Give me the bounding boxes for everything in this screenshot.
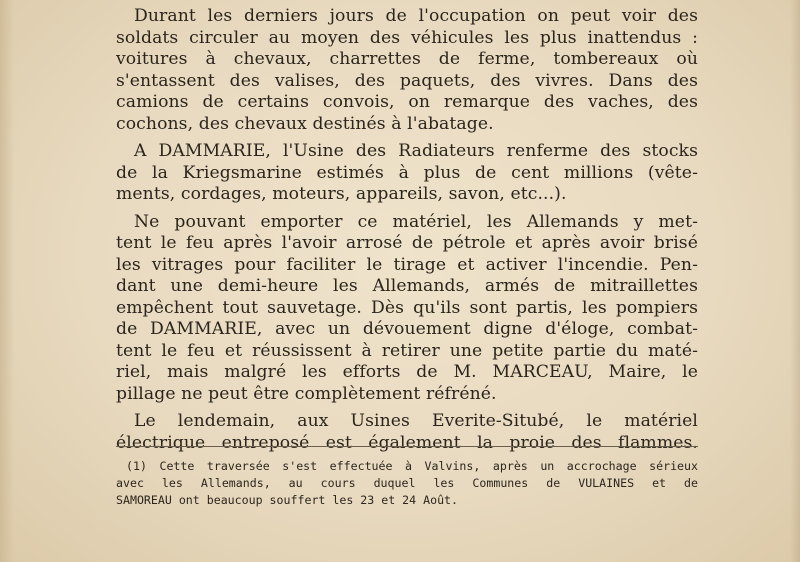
footnote [116,458,698,509]
footnote-line: (1) Cette traversée s'est effectuée à Valvins, après un accrochage sérieux [126,459,698,473]
body-text [116,6,698,460]
text-line: électrique entreposé est également la proie des flammes. [116,432,698,453]
text-line: Durant les derniers jours de l'occupation on peut voir des [134,6,698,26]
text-line: les vitrages pour faciliter le tirage et activer l'incendie. Pen- [116,254,698,275]
text-line: soldats circuler au moyen des véhicules les plus inattendus : [116,27,698,48]
text-line: tent le feu et réussissent à retirer une petite partie du maté- [116,340,698,361]
text-line: tent le feu après l'avoir arrosé de pétrole et après avoir brisé [116,233,698,253]
text-line: Le lendemain, aux Usines Everite-Situbé, le matériel [134,411,698,431]
text-line: riel, mais malgré les efforts de M. MARCEAU, Maire, le [116,362,698,382]
text-line: de DAMMARIE, avec un dévouement digne d'éloge, combat- [116,319,698,339]
footnote-line: SAMOREAU ont beaucoup souffert les 23 et 24 Août. [116,493,459,507]
text-line: voitures à chevaux, charrettes de ferme, tombereaux où [116,49,698,69]
footnote-divider [116,446,698,447]
paragraph-4 [116,411,698,454]
text-line: dant une demi-heure les Allemands, armés de mitraillettes [116,276,698,296]
page-edge-shadow [790,0,800,562]
text-line: cochons, des chevaux destinés à l'abatage. [116,113,494,134]
paragraph-1 [116,6,698,135]
text-line: empêchent tout sauvetage. Dès qu'ils sont partis, les pompiers [116,297,698,318]
text-line: Ne pouvant emporter ce matériel, les Allemands y met- [134,211,698,232]
paragraph-3 [116,212,698,406]
text-line: de la Kriegsmarine estimés à plus de cent millions (vête- [116,162,698,183]
text-line: ments, cordages, moteurs, appareils, savon, etc...). [116,184,567,204]
text-line: s'entassent des valises, des paquets, des vivres. Dans des [116,70,698,91]
paragraph-2 [116,141,698,206]
text-line: camions de certains convois, on remarque des vaches, des [116,92,698,112]
footnote-line: avec les Allemands, au cours duquel les Communes de VULAINES et de [116,476,698,490]
text-line: A DAMMARIE, l'Usine des Radiateurs renferme des stocks [134,141,698,161]
text-line: pillage ne peut être complètement réfréné. [116,383,497,404]
